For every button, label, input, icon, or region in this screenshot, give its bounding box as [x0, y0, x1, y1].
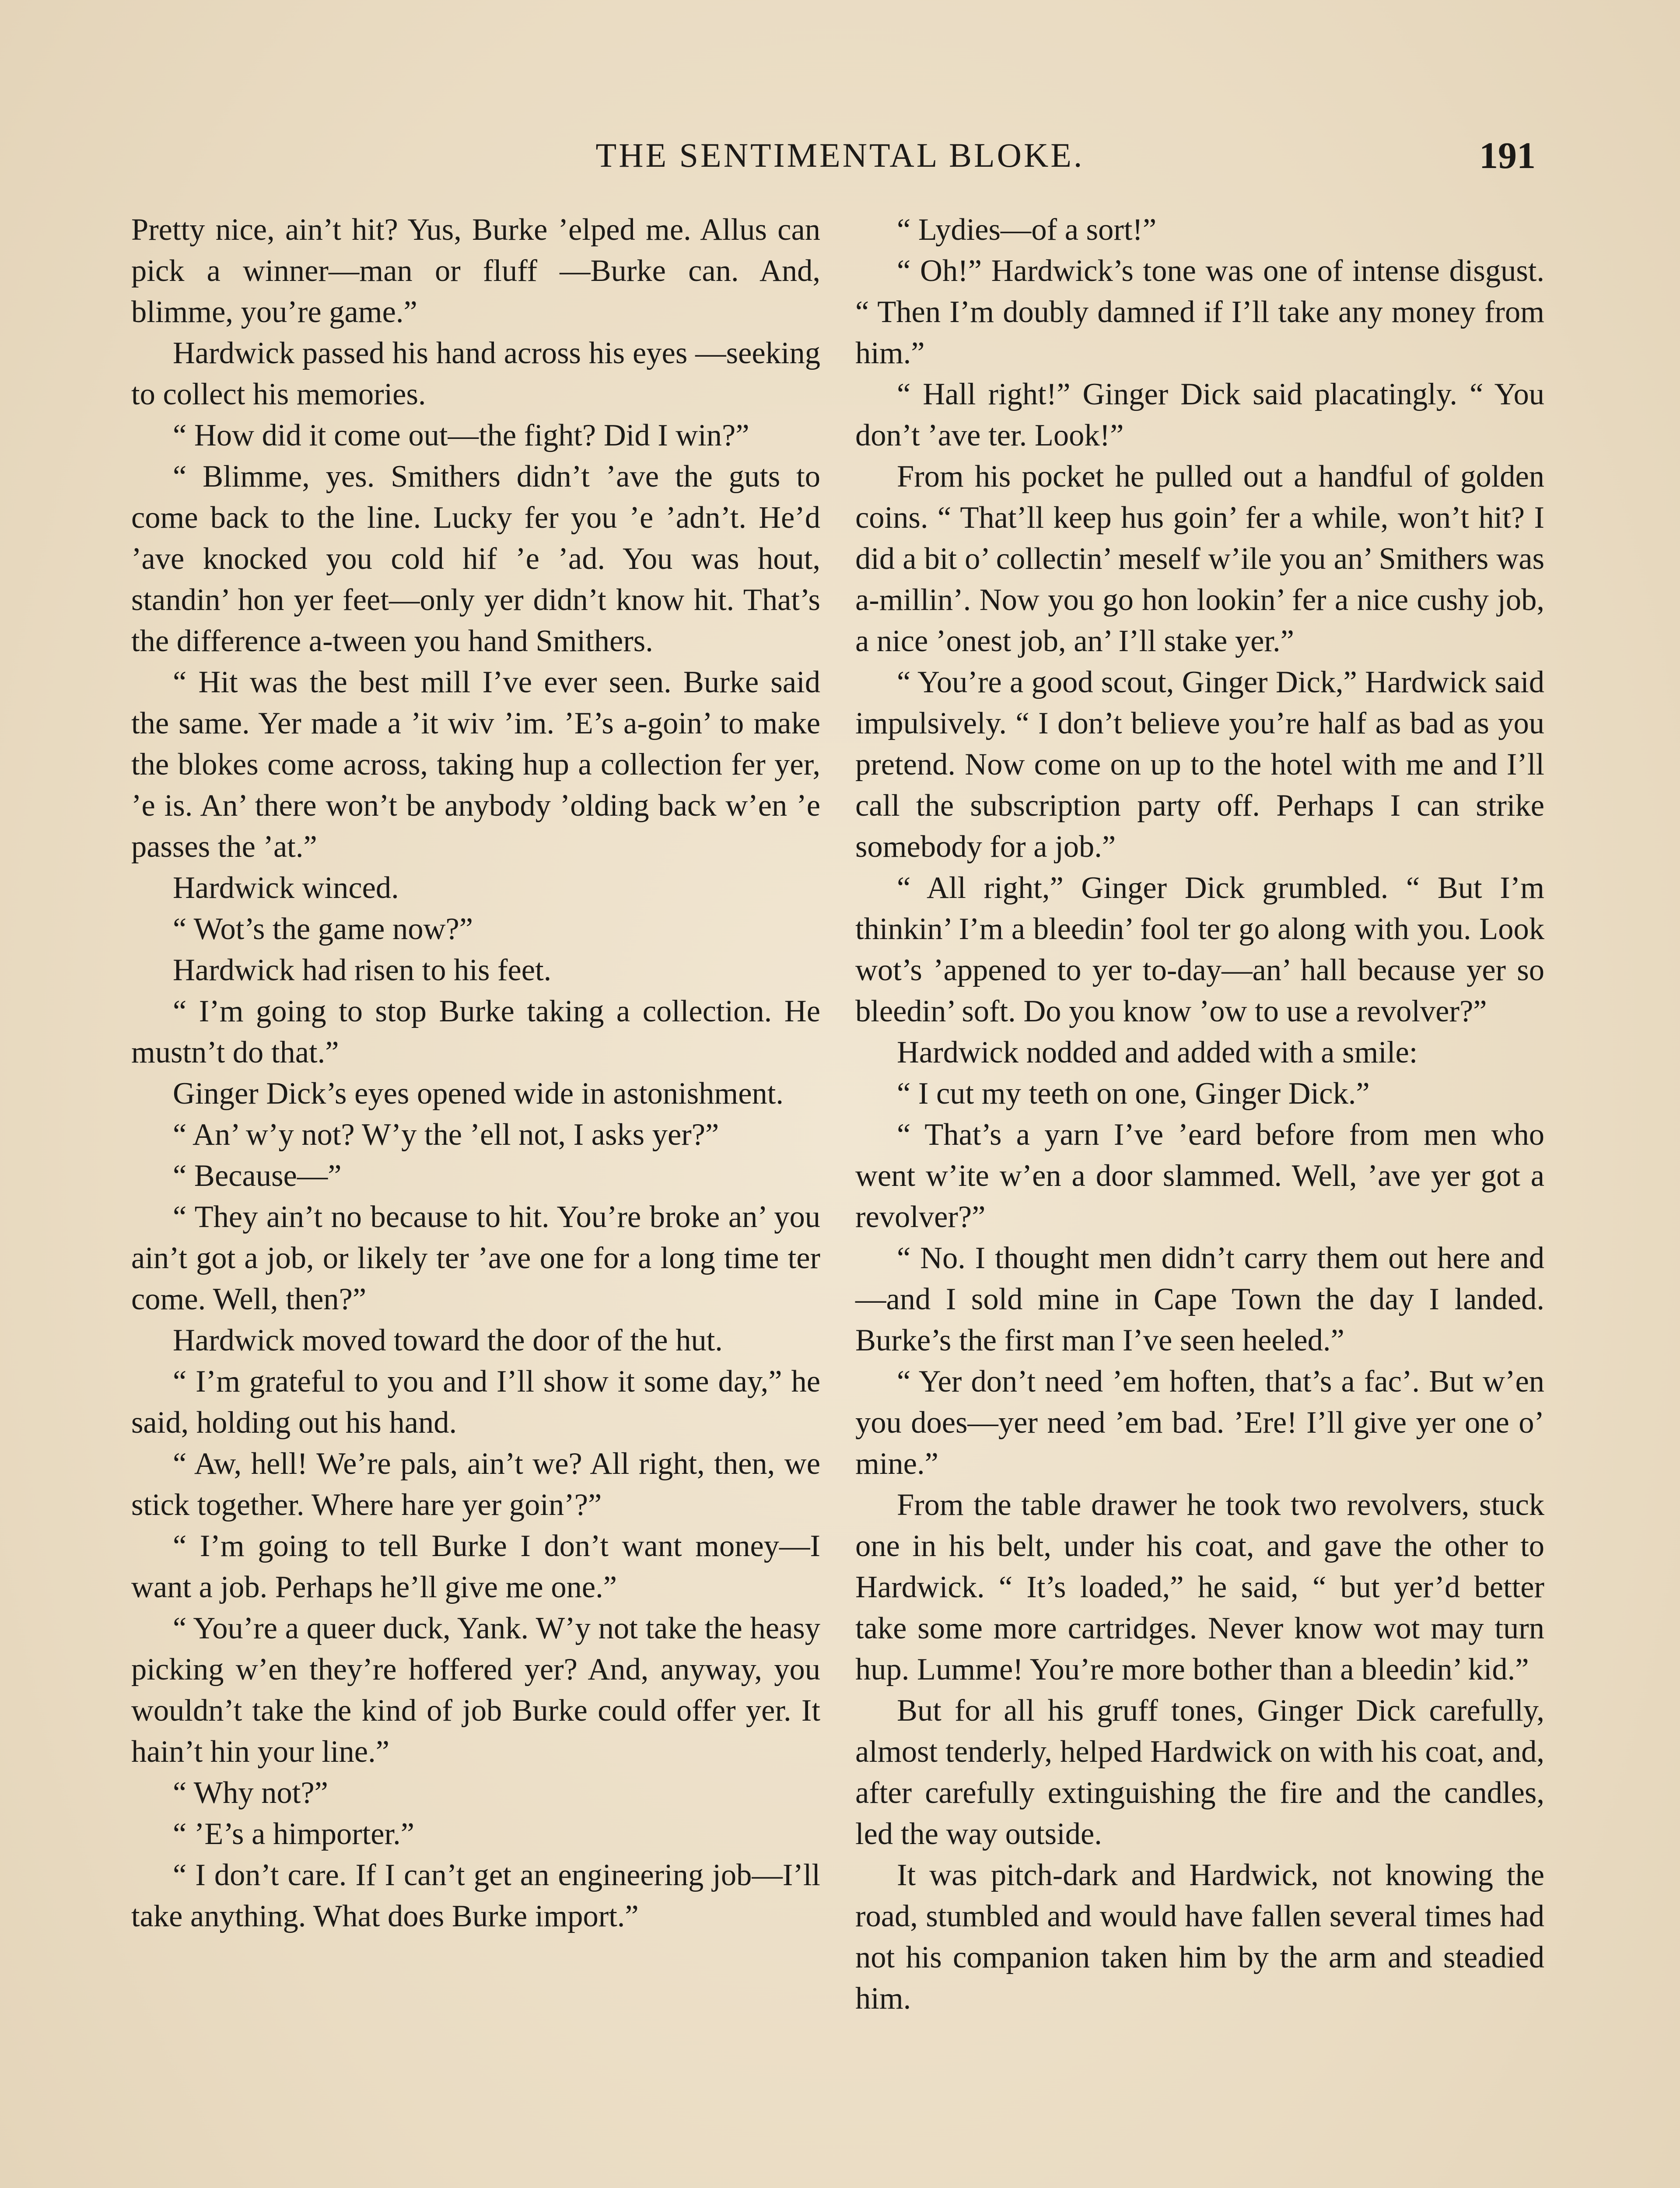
- running-title: THE SENTIMENTAL BLOKE.: [595, 136, 1085, 174]
- paragraph: Ginger Dick’s eyes opened wide in astonishment.: [173, 1076, 784, 1111]
- paragraph: “ You’re a queer duck, Yank. W’y not take the heasy picking w’en they’re hoffered yer? And, anyway, you wouldn’t take the kind of job Burke could offer yer. It hain’t hin your line.”: [131, 1611, 820, 1769]
- paragraph: Hardwick moved toward the door of the hut.: [173, 1323, 723, 1357]
- paragraph: “ I’m grateful to you and I’ll show it some day,” he said, holding out his hand.: [131, 1364, 820, 1440]
- paragraph: “ Hall right!” Ginger Dick said placatingly. “ You don’t ’ave ter. Look!”: [855, 377, 1544, 452]
- paragraph: “ Wot’s the game now?”: [173, 912, 473, 946]
- paragraph: “ Aw, hell! We’re pals, ain’t we? All right, then, we stick together. Where hare yer goin’?”: [131, 1447, 820, 1522]
- paragraph: “ You’re a good scout, Ginger Dick,” Hardwick said impulsively. “ I don’t believe you’re half as bad as you pretend. Now come on up to the hotel with me and I’ll call the subscription party off. Perhaps I can strike somebody for a job.”: [855, 665, 1544, 864]
- paragraph: “ Hit was the best mill I’ve ever seen. Burke said the same. Yer made a ’it wiv ’im. ’E’s a-goin’ to make the blokes come across, taking hup a collection fer yer, ’e is. An’ there won’t be anybody ’olding back w’en ’e passes the ’at.”: [131, 665, 820, 864]
- paragraph: It was pitch-dark and Hardwick, not knowing the road, stumbled and would have fallen several times had not his companion taken him by the arm and steadied him.: [855, 1858, 1544, 2016]
- paragraph: “ I cut my teeth on one, Ginger Dick.”: [897, 1076, 1370, 1111]
- paragraph: “ That’s a yarn I’ve ’eard before from men who went w’ite w’en a door slammed. Well, ’ave yer got a revolver?”: [855, 1118, 1544, 1234]
- paragraph: “ An’ w’y not? W’y the ’ell not, I asks yer?”: [173, 1118, 719, 1152]
- paragraph: From the table drawer he took two revolvers, stuck one in his belt, under his coat, and gave the other to Hardwick. “ It’s loaded,” he said, “ but yer’d better take some more cartridges. Never know wot may turn hup. Lumme! You’re more bother than a bleedin’ kid.”: [855, 1488, 1544, 1687]
- paragraph: Hardwick nodded and added with a smile:: [897, 1035, 1418, 1069]
- paragraph: But for all his gruff tones, Ginger Dick carefully, almost tenderly, helped Hardwick on with his coat, and, after carefully extinguishing the fire and the candles, led the way outside.: [855, 1694, 1544, 1851]
- right-column: [855, 209, 1544, 2019]
- page-number: 191: [1479, 134, 1536, 176]
- paragraph: “ Because—”: [173, 1159, 342, 1193]
- page-header: [131, 131, 1549, 197]
- paragraph: “ Yer don’t need ’em hoften, that’s a fac’. But w’en you does—yer need ’em bad. ’Ere! I’ll give yer one o’ mine.”: [855, 1364, 1544, 1481]
- paragraph: “ All right,” Ginger Dick grumbled. “ But I’m thinkin’ I’m a bleedin’ fool ter go along with you. Look wot’s ’appened to yer to-day—an’ hall because yer so bleedin’ soft. Do you know ’ow to use a revolver?”: [855, 871, 1544, 1028]
- paragraph: “ I’m going to tell Burke I don’t want money—I want a job. Perhaps he’ll give me one.”: [131, 1529, 820, 1604]
- paragraph: “ I’m going to stop Burke taking a collection. He mustn’t do that.”: [131, 994, 820, 1069]
- paragraph: “ I don’t care. If I can’t get an engineering job—I’ll take anything. What does Burke import.”: [131, 1858, 820, 1933]
- paragraph: From his pocket he pulled out a handful of golden coins. “ That’ll keep hus goin’ fer a while, won’t hit? I did a bit o’ collectin’ meself w’ile you an’ Smithers was a-millin’. Now you go hon lookin’ fer a nice cushy job, a nice ’onest job, an’ I’ll stake yer.”: [855, 459, 1544, 658]
- paragraph: Pretty nice, ain’t hit? Yus, Burke ’elped me. Allus can pick a winner—man or fluff —Burke can. And, blimme, you’re game.”: [131, 213, 820, 329]
- paragraph: “ They ain’t no because to hit. You’re broke an’ you ain’t got a job, or likely ter ’ave one for a long time ter come. Well, then?”: [131, 1200, 820, 1316]
- paragraph: Hardwick winced.: [173, 871, 399, 905]
- paragraph: Hardwick had risen to his feet.: [173, 953, 552, 987]
- paragraph: Hardwick passed his hand across his eyes —seeking to collect his memories.: [131, 336, 820, 411]
- paragraph: “ No. I thought men didn’t carry them out here and—and I sold mine in Cape Town the day I landed. Burke’s the first man I’ve seen heeled.”: [855, 1241, 1544, 1357]
- paragraph: “ Why not?”: [173, 1776, 328, 1810]
- paragraph: “ Lydies—of a sort!”: [897, 213, 1157, 247]
- left-column: [131, 209, 820, 1937]
- paragraph: “ Blimme, yes. Smithers didn’t ’ave the guts to come back to the line. Lucky fer you ’e ’adn’t. He’d ’ave knocked you cold hif ’e ’ad. You was hout, standin’ hon yer feet—only yer didn’t know hit. That’s the difference a-tween you hand Smithers.: [131, 459, 820, 658]
- paragraph: “ Oh!” Hardwick’s tone was one of intense disgust. “ Then I’m doubly damned if I’ll take any money from him.”: [855, 254, 1544, 370]
- paragraph: “ ’E’s a himporter.”: [173, 1817, 415, 1851]
- paragraph: “ How did it come out—the fight? Did I win?”: [173, 418, 749, 452]
